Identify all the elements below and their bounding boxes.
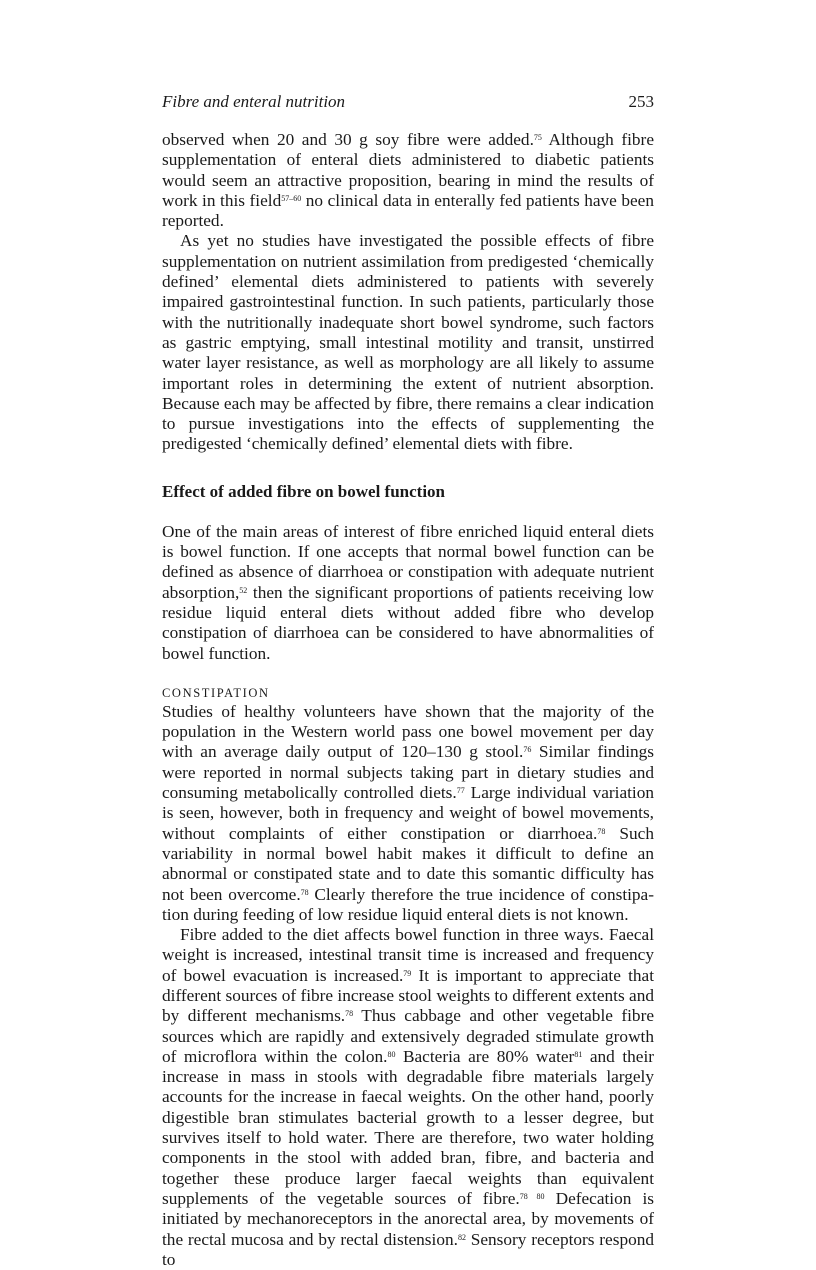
citation: 76 [523,745,532,755]
text-run: Thus cabbage and other vegetable fibre sources which are rapidly and extensively degraded stimulate growth of microflora within the colon. [162,1006,654,1066]
citation: 77 [456,786,465,796]
citation: 78 [597,826,606,836]
text-run: no clinical data in enterally fed patients have been reported. [162,190,654,231]
page-number: 253 [628,92,654,111]
citation: 82 [457,1232,466,1242]
text-run: Studies of healthy volunteers have shown that the majority of the population in the Western world pass one bowel movement per day with an average daily output of 120–130 g stool. [162,701,654,762]
citation: 57–60 [281,194,302,204]
paragraph-2 [162,231,654,454]
citation: 75 [533,133,542,143]
citation: 81 [574,1050,583,1060]
text-run: One of the main areas of interest of fibre enriched liquid enteral diets is bowel function. If one accepts that normal bowel function can be defined as absence of diarrhoea or constipation with adequate nutrient absorption, [162,521,654,602]
body-text [162,128,654,1270]
running-title: Fibre and enteral nutrition [162,92,346,111]
text-run: observed when 20 and 30 g soy fibre were added. [162,130,534,149]
paragraph-5 [162,925,654,1270]
citation: 79 [403,968,412,978]
citation: 78 [345,1009,354,1019]
text-run: Fibre added to the diet affects bowel function in three ways. Faecal weight is increased, intestinal transit time is increased and frequency of bowel evacuation is increased. [162,925,654,985]
citation: 78 [300,887,309,897]
text-run: Such variability in normal bowel habit makes it difficult to define an abnormal or constipated state and to date this somantic difficulty has not been overcome. [162,823,654,904]
text-run: Although fibre supplementation of enteral diets administered to diabetic patients would seem an attractive proposition, bearing in mind the results of work in this field [162,130,654,210]
subsection-heading: CONSTIPATION [162,685,270,700]
text-run: Similar findings were reported in normal subjects taking part in dietary studies and consuming metabolically controlled diets. [162,742,654,803]
text-run: It is important to appreciate that different sources of fibre increase stool weights to different extents and by different mechanisms. [162,965,654,1026]
text-run: then the significant proportions of patients receiving low residue liquid enteral diets without added fibre who develop constipation of diarrhoea can be considered to have abnormalities of bowel function. [162,582,654,663]
text-run: and their increase in mass in stools with degradable fibre materials largely accounts for the increase in faecal weights. On the other hand, poorly digestible bran stimulates bacterial growth to a lesser degree, but survives itself to hold water. There are therefore, two water holding components in the stool with added bran, fibre, and bacteria and together these produce larger faecal weights than equivalent supplements of the vegetable sources of fibre. [162,1046,654,1208]
citation: 78 80 [519,1192,545,1202]
citation: 80 [387,1050,396,1060]
text-run: Sensory receptors respond to [162,1229,655,1269]
section-heading: Effect of added fibre on bowel function [162,481,446,501]
paragraph-4 [162,702,654,925]
paragraph-1 [162,130,654,231]
text-run: Clearly therefore the true incidence of constipation during feeding of low residue liquid enteral diets is not known. [162,884,654,924]
text-run: Defecation is initiated by mechanoreceptors in the anorectal area, by movements of the rectal mucosa and by rectal distension. [162,1188,654,1249]
citation: 52 [239,585,248,595]
text-run: Large individual variation is seen, however, both in frequency and weight of bowel movements, without complaints of either constipation or diarrhoea. [162,783,654,843]
paragraph-3 [162,522,654,664]
text-run: Bacteria are 80% water [395,1046,575,1066]
text-run: As yet no studies have investigated the possible effects of fibre supplementation on nutrient assimilation from predigested ‘chemically defined’ elemental diets administered to patients with severely impaired gastrointestinal function. In such patients, particularly those with the nutritionally inadequate short bowel syndrome, such factors as gastric emptying, small intestinal motility and transit, unstirred water layer resistance, as well as morphology are all likely to assume important roles in determining the extent of nutrient absorption. Because each may be affected by fibre, there remains a clear indication to pursue investigations into the effects of supplementing the predigested ‘chemically defined’ elemental diets with fibre. [162,231,654,454]
